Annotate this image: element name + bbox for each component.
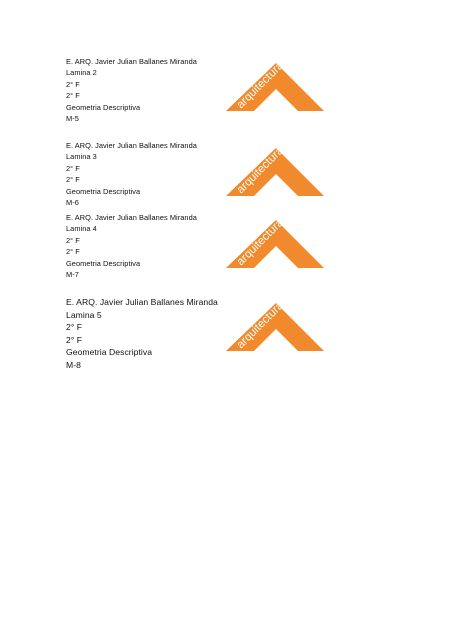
subject-line: Geometria Descriptiva [66, 186, 141, 196]
author-line: E. ARQ. Javier Julian Ballanes Miranda [66, 297, 218, 307]
subject-line: Geometria Descriptiva [66, 347, 153, 358]
sheet-line: Lamina 2 [66, 68, 97, 78]
label-block-1 [66, 56, 197, 124]
code-line: M-8 [66, 359, 81, 370]
arquitectura-logo [226, 138, 326, 198]
logo-text: arquitectura [234, 216, 287, 269]
subject-line: Geometria Descriptiva [66, 102, 141, 112]
grade-line: 2° F [66, 322, 83, 333]
author-line: E. ARQ. Javier Julian Ballanes Miranda [66, 213, 197, 222]
label-block-4 [66, 296, 218, 372]
arquitectura-logo [226, 293, 326, 353]
logo-text: arquitectura [234, 299, 287, 352]
grade-line: 2° F [66, 247, 80, 257]
grade-line: 2° F [66, 79, 80, 89]
sheet-line: Lamina 3 [66, 152, 97, 162]
logo-text: arquitectura [234, 59, 287, 112]
subject-line: Geometria Descriptiva [66, 258, 141, 268]
code-line: M-7 [66, 270, 79, 280]
arquitectura-logo [226, 210, 326, 270]
sheet-line: Lamina 4 [66, 224, 97, 234]
author-line: E. ARQ. Javier Julian Ballanes Miranda [66, 57, 197, 66]
grade-line: 2° F [66, 334, 83, 345]
arquitectura-logo [226, 53, 326, 113]
author-line: E. ARQ. Javier Julian Ballanes Miranda [66, 141, 197, 150]
grade-line: 2° F [66, 91, 80, 101]
label-block-2 [66, 140, 197, 208]
sheet-line: Lamina 5 [66, 309, 102, 320]
code-line: M-6 [66, 198, 79, 208]
grade-line: 2° F [66, 163, 80, 173]
grade-line: 2° F [66, 235, 80, 245]
grade-line: 2° F [66, 175, 80, 185]
logo-text: arquitectura [234, 144, 287, 197]
code-line: M-5 [66, 114, 79, 124]
label-block-3 [66, 212, 197, 280]
